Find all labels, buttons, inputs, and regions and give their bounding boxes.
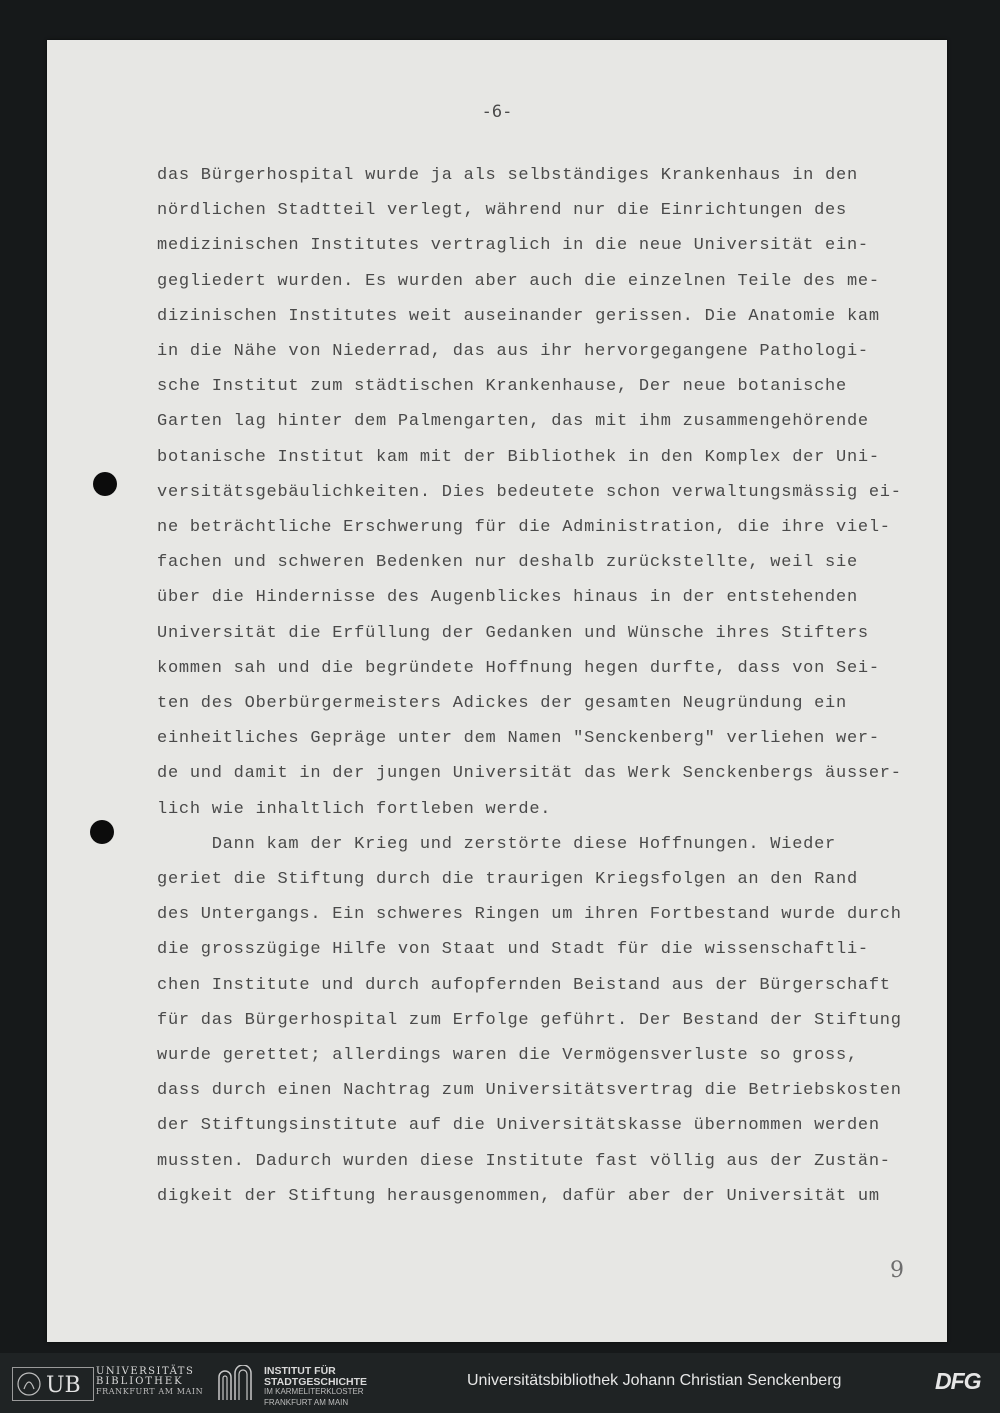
ub-name-line2: BIBLIOTHEK xyxy=(96,1376,184,1387)
text-line: in die Nähe von Niederrad, das aus ihr hervorgegangene Pathologi- xyxy=(157,342,869,362)
text-line: medizinischen Institutes vertraglich in die neue Universität ein- xyxy=(157,236,869,256)
text-line: de und damit in der jungen Universität das Werk Senckenbergs äusser- xyxy=(157,764,902,784)
typed-text-body xyxy=(157,158,947,1214)
page-number: -6- xyxy=(481,102,513,122)
text-line: geriet die Stiftung durch die traurigen Kriegsfolgen an den Rand xyxy=(157,870,858,890)
text-line: die grosszügige Hilfe von Staat und Stadt für die wissenschaftli- xyxy=(157,940,869,960)
ub-logo-text: UB xyxy=(46,1373,81,1398)
isg-line3: IM KARMELITERKLOSTER xyxy=(264,1387,364,1396)
isg-name-block xyxy=(264,1366,414,1408)
text-line: botanische Institut kam mit der Bibliothek in den Komplex der Uni- xyxy=(157,447,880,467)
isg-logo-icon[interactable] xyxy=(215,1365,255,1401)
isg-line1: INSTITUT FÜR xyxy=(264,1365,336,1377)
text-line: lich wie inhaltlich fortleben werde. xyxy=(157,799,552,819)
text-line: dizinischen Institutes weit auseinander gerissen. Die Anatomie kam xyxy=(157,306,880,326)
isg-line4: FRANKFURT AM MAIN xyxy=(264,1397,349,1407)
punch-hole-upper xyxy=(93,472,117,496)
text-line: für das Bürgerhospital zum Erfolge geführt. Der Bestand der Stiftung xyxy=(157,1010,902,1030)
text-line: ne beträchtliche Erschwerung für die Administration, die ihre viel- xyxy=(157,518,891,538)
ub-name-block xyxy=(96,1367,206,1397)
text-line: Universität die Erfüllung der Gedanken und Wünsche ihres Stifters xyxy=(157,623,869,643)
text-line: kommen sah und die begründete Hoffnung hegen durfte, dass von Sei- xyxy=(157,658,880,678)
text-line: gegliedert wurden. Es wurden aber auch die einzelnen Teile des me- xyxy=(157,271,880,291)
punch-hole-lower xyxy=(90,820,114,844)
text-line: nördlichen Stadtteil verlegt, während nur die Einrichtungen des xyxy=(157,201,847,221)
isg-line2: STADTGESCHICHTE xyxy=(264,1375,368,1388)
ub-name-line1: UNIVERSITÄTS xyxy=(96,1366,195,1377)
dfg-logo[interactable]: DFG xyxy=(935,1368,981,1394)
ub-logo-icon[interactable] xyxy=(12,1367,94,1401)
text-line: mussten. Dadurch wurden diese Institute fast völlig aus der Zustän- xyxy=(157,1151,891,1171)
text-line: über die Hindernisse des Augenblickes hinaus in der entstehenden xyxy=(157,588,858,608)
text-line: das Bürgerhospital wurde ja als selbständiges Krankenhaus in den xyxy=(157,166,858,185)
text-line: des Untergangs. Ein schweres Ringen um ihren Fortbestand wurde durch xyxy=(157,905,902,925)
viewer-footer xyxy=(0,1353,1000,1413)
text-line: Garten lag hinter dem Palmengarten, das mit ihm zusammengehörende xyxy=(157,412,869,432)
ub-name-line3: FRANKFURT AM MAIN xyxy=(96,1387,204,1396)
text-line: wurde gerettet; allerdings waren die Vermögensverluste so gross, xyxy=(157,1046,858,1066)
text-line: fachen und schweren Bedenken nur deshalb zurückstellte, weil sie xyxy=(157,553,858,573)
library-name-link[interactable]: Universitätsbibliothek Johann Christian Senckenberg xyxy=(467,1372,842,1389)
text-line: Dann kam der Krieg und zerstörte diese Hoffnungen. Wieder xyxy=(157,834,837,854)
text-line: sche Institut zum städtischen Krankenhause, Der neue botanische xyxy=(157,377,847,397)
text-line: dass durch einen Nachtrag zum Universitätsvertrag die Betriebskosten xyxy=(157,1081,902,1101)
text-line: chen Institute und durch aufopfernden Beistand aus der Bürgerschaft xyxy=(157,975,891,995)
text-line: versitätsgebäulichkeiten. Dies bedeutete schon verwaltungsmässig ei- xyxy=(157,482,902,502)
archive-page-number: 9 xyxy=(890,1258,904,1283)
text-line: digkeit der Stiftung herausgenommen, dafür aber der Universität um xyxy=(157,1186,880,1206)
text-line: ten des Oberbürgermeisters Adickes der gesamten Neugründung ein xyxy=(157,694,847,714)
text-line: der Stiftungsinstitute auf die Universitätskasse übernommen werden xyxy=(157,1116,880,1136)
document-page xyxy=(47,40,947,1342)
text-line: einheitliches Gepräge unter dem Namen "Senckenberg" verliehen wer- xyxy=(157,729,880,749)
